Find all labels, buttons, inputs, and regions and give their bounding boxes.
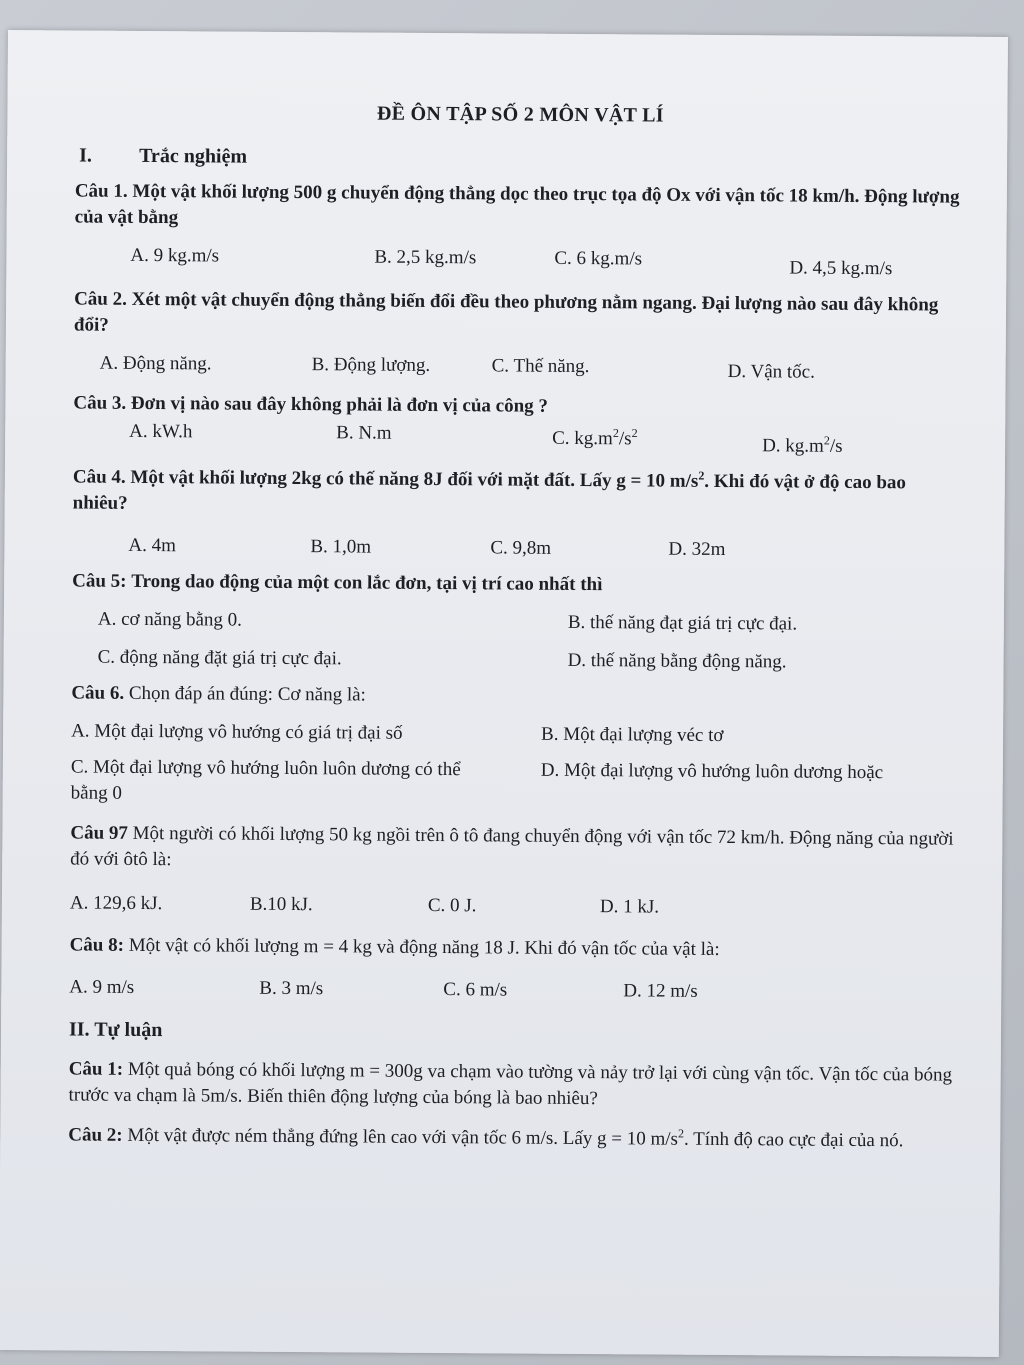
option-c-exponent: 2	[612, 425, 619, 440]
option-d: D. 32m	[668, 538, 726, 561]
option-c: C. 6 kg.m/s	[554, 247, 643, 270]
option-d: D. 4,5 kg.m/s	[789, 257, 893, 280]
option-b: B. Một đại lượng véc tơ	[541, 723, 724, 747]
question-label: Câu 97	[70, 822, 129, 844]
question-text	[127, 1125, 903, 1151]
essay-question-2	[68, 1122, 958, 1154]
option-d	[762, 423, 843, 460]
page-title: ĐỀ ÔN TẬP SỐ 2 MÔN VẬT LÍ	[376, 102, 664, 127]
options-row	[128, 533, 962, 565]
question-label: Câu 2:	[68, 1124, 123, 1146]
question-text: Một vật có khối lượng m = 4 kg và động năng 18 J. Khi đó vận tốc của vật là:	[128, 934, 720, 960]
question-text	[73, 467, 906, 514]
question-4	[72, 464, 963, 564]
option-a: A. kW.h	[129, 420, 193, 443]
question-exponent: 2	[698, 468, 705, 483]
question-2	[74, 286, 965, 386]
question-label: Câu 3.	[73, 392, 127, 414]
option-d: D. Vận tốc.	[727, 361, 815, 383]
option-c	[552, 422, 762, 459]
option-b: B. thế năng đạt giá trị cực đại.	[567, 611, 798, 635]
question-text: Xét một vật chuyển động thẳng biến đổi đều theo phương nằm ngang. Đại lượng nào sau đây không đổi?	[73, 288, 939, 336]
section-number: I.	[79, 144, 92, 167]
option-d-unit-tail: /s	[829, 435, 843, 457]
section-multiple-choice	[79, 142, 965, 174]
question-text: Trong dao động của một con lắc đơn, tại vị trí cao nhất thì	[131, 570, 603, 596]
option-b: B.10 kJ.	[249, 893, 313, 916]
question-text: Đơn vị nào sau đây không phải là đơn vị của công ?	[130, 392, 549, 417]
options-row	[129, 419, 963, 461]
question-label: Câu 4.	[72, 466, 126, 488]
options-row	[69, 974, 959, 1006]
question-label: Câu 1.	[74, 180, 128, 202]
option-b: B. 1,0m	[310, 536, 372, 558]
question-text: Một người có khối lượng 50 kg ngồi trên ô tô đang chuyển động với vận tốc 72 km/h. Động năng của người đó với ôtô là:	[70, 822, 954, 871]
option-c: C. động năng đặt giá trị cực đại.	[97, 646, 342, 670]
option-d-unit: D. kg.m	[762, 435, 824, 457]
options-row	[70, 890, 960, 922]
question-6	[71, 680, 962, 812]
option-d-exponent: 2	[823, 433, 830, 448]
question-7	[70, 820, 961, 922]
question-text-part2: . Khi đó vật ở độ cao bao nhiêu?	[72, 470, 907, 514]
question-text-part1: Một vật khối lượng 2kg có thế năng 8J đối với mặt đất. Lấy g = 10 m/s	[130, 466, 699, 492]
question-5	[72, 568, 963, 676]
option-a: A. Động năng.	[99, 352, 212, 375]
section-number: II.	[68, 1018, 90, 1041]
options-grid	[71, 718, 962, 812]
section-name: Tự luận	[94, 1018, 163, 1042]
option-c: C. 0 J.	[427, 894, 477, 917]
question-text-part1: Một vật được ném thẳng đứng lên cao với vận tốc 6 m/s. Lấy g = 10 m/s	[127, 1124, 679, 1150]
section-essay	[69, 1016, 959, 1048]
exam-content	[68, 98, 965, 1154]
option-b: B. 3 m/s	[259, 977, 324, 1000]
option-d: D. thế năng bằng động năng.	[567, 649, 787, 673]
section-name: Trắc nghiệm	[139, 144, 248, 168]
question-8	[69, 932, 959, 1006]
option-d: D. 12 m/s	[623, 980, 698, 1002]
option-a: A. cơ năng bằng 0.	[97, 608, 243, 631]
essay-question-1	[68, 1056, 958, 1114]
question-label: Câu 1:	[68, 1058, 124, 1080]
option-d: D. Một đại lượng vô hướng luôn dương hoặc	[540, 759, 884, 784]
option-a: A. 4m	[128, 534, 176, 557]
option-c-unit: C. kg.m	[552, 427, 613, 450]
option-d: D. 1 kJ.	[599, 896, 660, 918]
options-row	[100, 351, 964, 387]
question-label: Câu 6.	[71, 682, 125, 704]
option-a: A. 129,6 kJ.	[69, 892, 163, 915]
question-text: Một quả bóng có khối lượng m = 300g va chạm vào tường và nảy trở lại với cùng vận tốc. Vận tốc của bóng trước va chạm là 5m/s. Biến thiên động lượng của bóng là bao nhiêu?	[68, 1058, 953, 1110]
question-label: Câu 2.	[74, 288, 127, 310]
question-3	[73, 390, 963, 460]
question-text: Một vật khối lượng 500 g chuyển động thẳng dọc theo trục tọa độ Ox với vận tốc 18 km/h. Động lượng của vật bằng	[74, 180, 960, 229]
option-c: C. 6 m/s	[443, 979, 508, 1001]
question-text: Chọn đáp án đúng: Cơ năng là:	[128, 682, 366, 706]
exam-sheet	[0, 30, 1008, 1357]
options-grid	[98, 607, 962, 677]
question-text-part2: . Tính độ cao cực đại của nó.	[683, 1128, 904, 1152]
option-c: C. Một đại lượng vô hướng luôn luôn dương có thể bằng 0	[70, 756, 461, 804]
option-c: C. 9,8m	[490, 537, 552, 559]
option-a: A. 9 m/s	[69, 976, 135, 998]
option-b: B. N.m	[336, 422, 392, 444]
option-c: C. Thế năng.	[491, 355, 590, 378]
question-label: Câu 5:	[72, 570, 127, 592]
option-b: B. 2,5 kg.m/s	[374, 246, 477, 269]
option-a: A. 9 kg.m/s	[130, 244, 220, 267]
option-a: A. Một đại lượng vô hướng có giá trị đại số	[71, 720, 403, 744]
option-b: B. Động lượng.	[311, 354, 431, 376]
option-c-exponent-2: 2	[631, 426, 638, 441]
question-exponent: 2	[677, 1126, 685, 1141]
option-c-unit-tail: /s	[618, 428, 632, 450]
question-label: Câu 8:	[69, 934, 125, 956]
question-1	[74, 178, 965, 282]
options-row	[130, 243, 964, 283]
